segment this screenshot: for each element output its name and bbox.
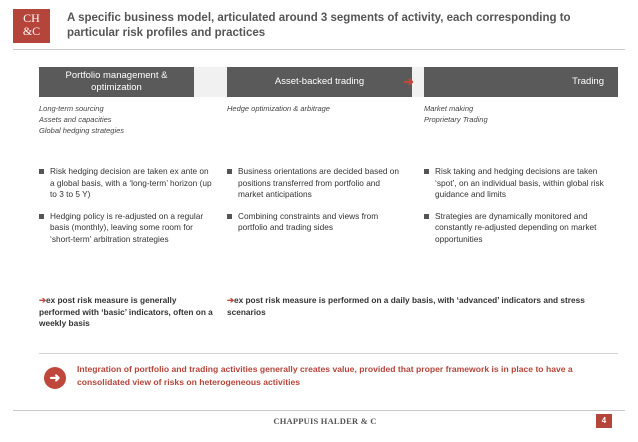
segment-asset-backed-trading: Asset-backed trading xyxy=(227,67,412,97)
list-item: Business orientations are decided based on positions transferred from portfolio and market anticipations xyxy=(227,166,402,201)
subtitle-col1: Long-term sourcing Assets and capacities Global hedging strategies xyxy=(39,104,125,135)
list-item: Strategies are dynamically monitored and constantly re-adjusted depending on market opportunities xyxy=(424,211,604,246)
conclusion-divider xyxy=(39,353,618,354)
risk-measure-trading: ➔ex post risk measure is performed on a daily basis, with ‘advanced’ indicators and stress scenarios xyxy=(227,295,585,317)
list-item: Hedging policy is re-adjusted on a regular basis (monthly), leaving some room for ‘short-term’ arbitration strategies xyxy=(39,211,214,246)
bullets-col2 xyxy=(227,166,402,244)
bullet-square-icon xyxy=(227,169,232,174)
bullet-square-icon xyxy=(39,214,44,219)
bullet-square-icon xyxy=(227,214,232,219)
list-item: Combining constraints and views from portfolio and trading sides xyxy=(227,211,402,234)
footer-divider xyxy=(13,410,625,411)
arrow-right-icon: ➔ xyxy=(39,295,46,305)
title-divider xyxy=(13,49,625,50)
page-number: 4 xyxy=(596,414,612,428)
arrow-circle-icon: ➜ xyxy=(44,367,66,389)
page-title: A specific business model, articulated around 3 segments of activity, each corresponding to particular risk profiles and practices xyxy=(67,12,571,39)
footer-brand: CHAPPUIS HALDER & C xyxy=(273,416,377,426)
arrow-right-icon: ➔ xyxy=(227,295,234,305)
segment-trading: Trading xyxy=(424,67,618,97)
company-logo: CH &C xyxy=(13,9,50,43)
risk-measure-portfolio: ➔ex post risk measure is generally performed with ‘basic’ indicators, often on a weekly basis xyxy=(39,295,213,328)
arrow-right-icon: ➜ xyxy=(403,74,414,89)
bullets-col1 xyxy=(39,166,214,255)
bullet-square-icon xyxy=(424,214,429,219)
bullets-col3 xyxy=(424,166,604,255)
subtitle-col3: Market making Proprietary Trading xyxy=(424,104,488,124)
list-item: Risk hedging decision are taken ex ante on a global basis, with a ‘long-term’ horizon (up to 3 to 5 Y) xyxy=(39,166,214,201)
subtitle-col2: Hedge optimization & arbitrage xyxy=(227,104,330,113)
conclusion-text: Integration of portfolio and trading activities generally creates value, provided that proper framework is in place to have a consolidated view of risks on heterogeneous activities xyxy=(77,364,573,387)
segment-portfolio-management: Portfolio management & optimization xyxy=(39,67,194,97)
bullet-square-icon xyxy=(39,169,44,174)
bullet-square-icon xyxy=(424,169,429,174)
list-item: Risk taking and hedging decisions are taken ‘spot’, on an individual basis, within global risk guidance and limits xyxy=(424,166,604,201)
